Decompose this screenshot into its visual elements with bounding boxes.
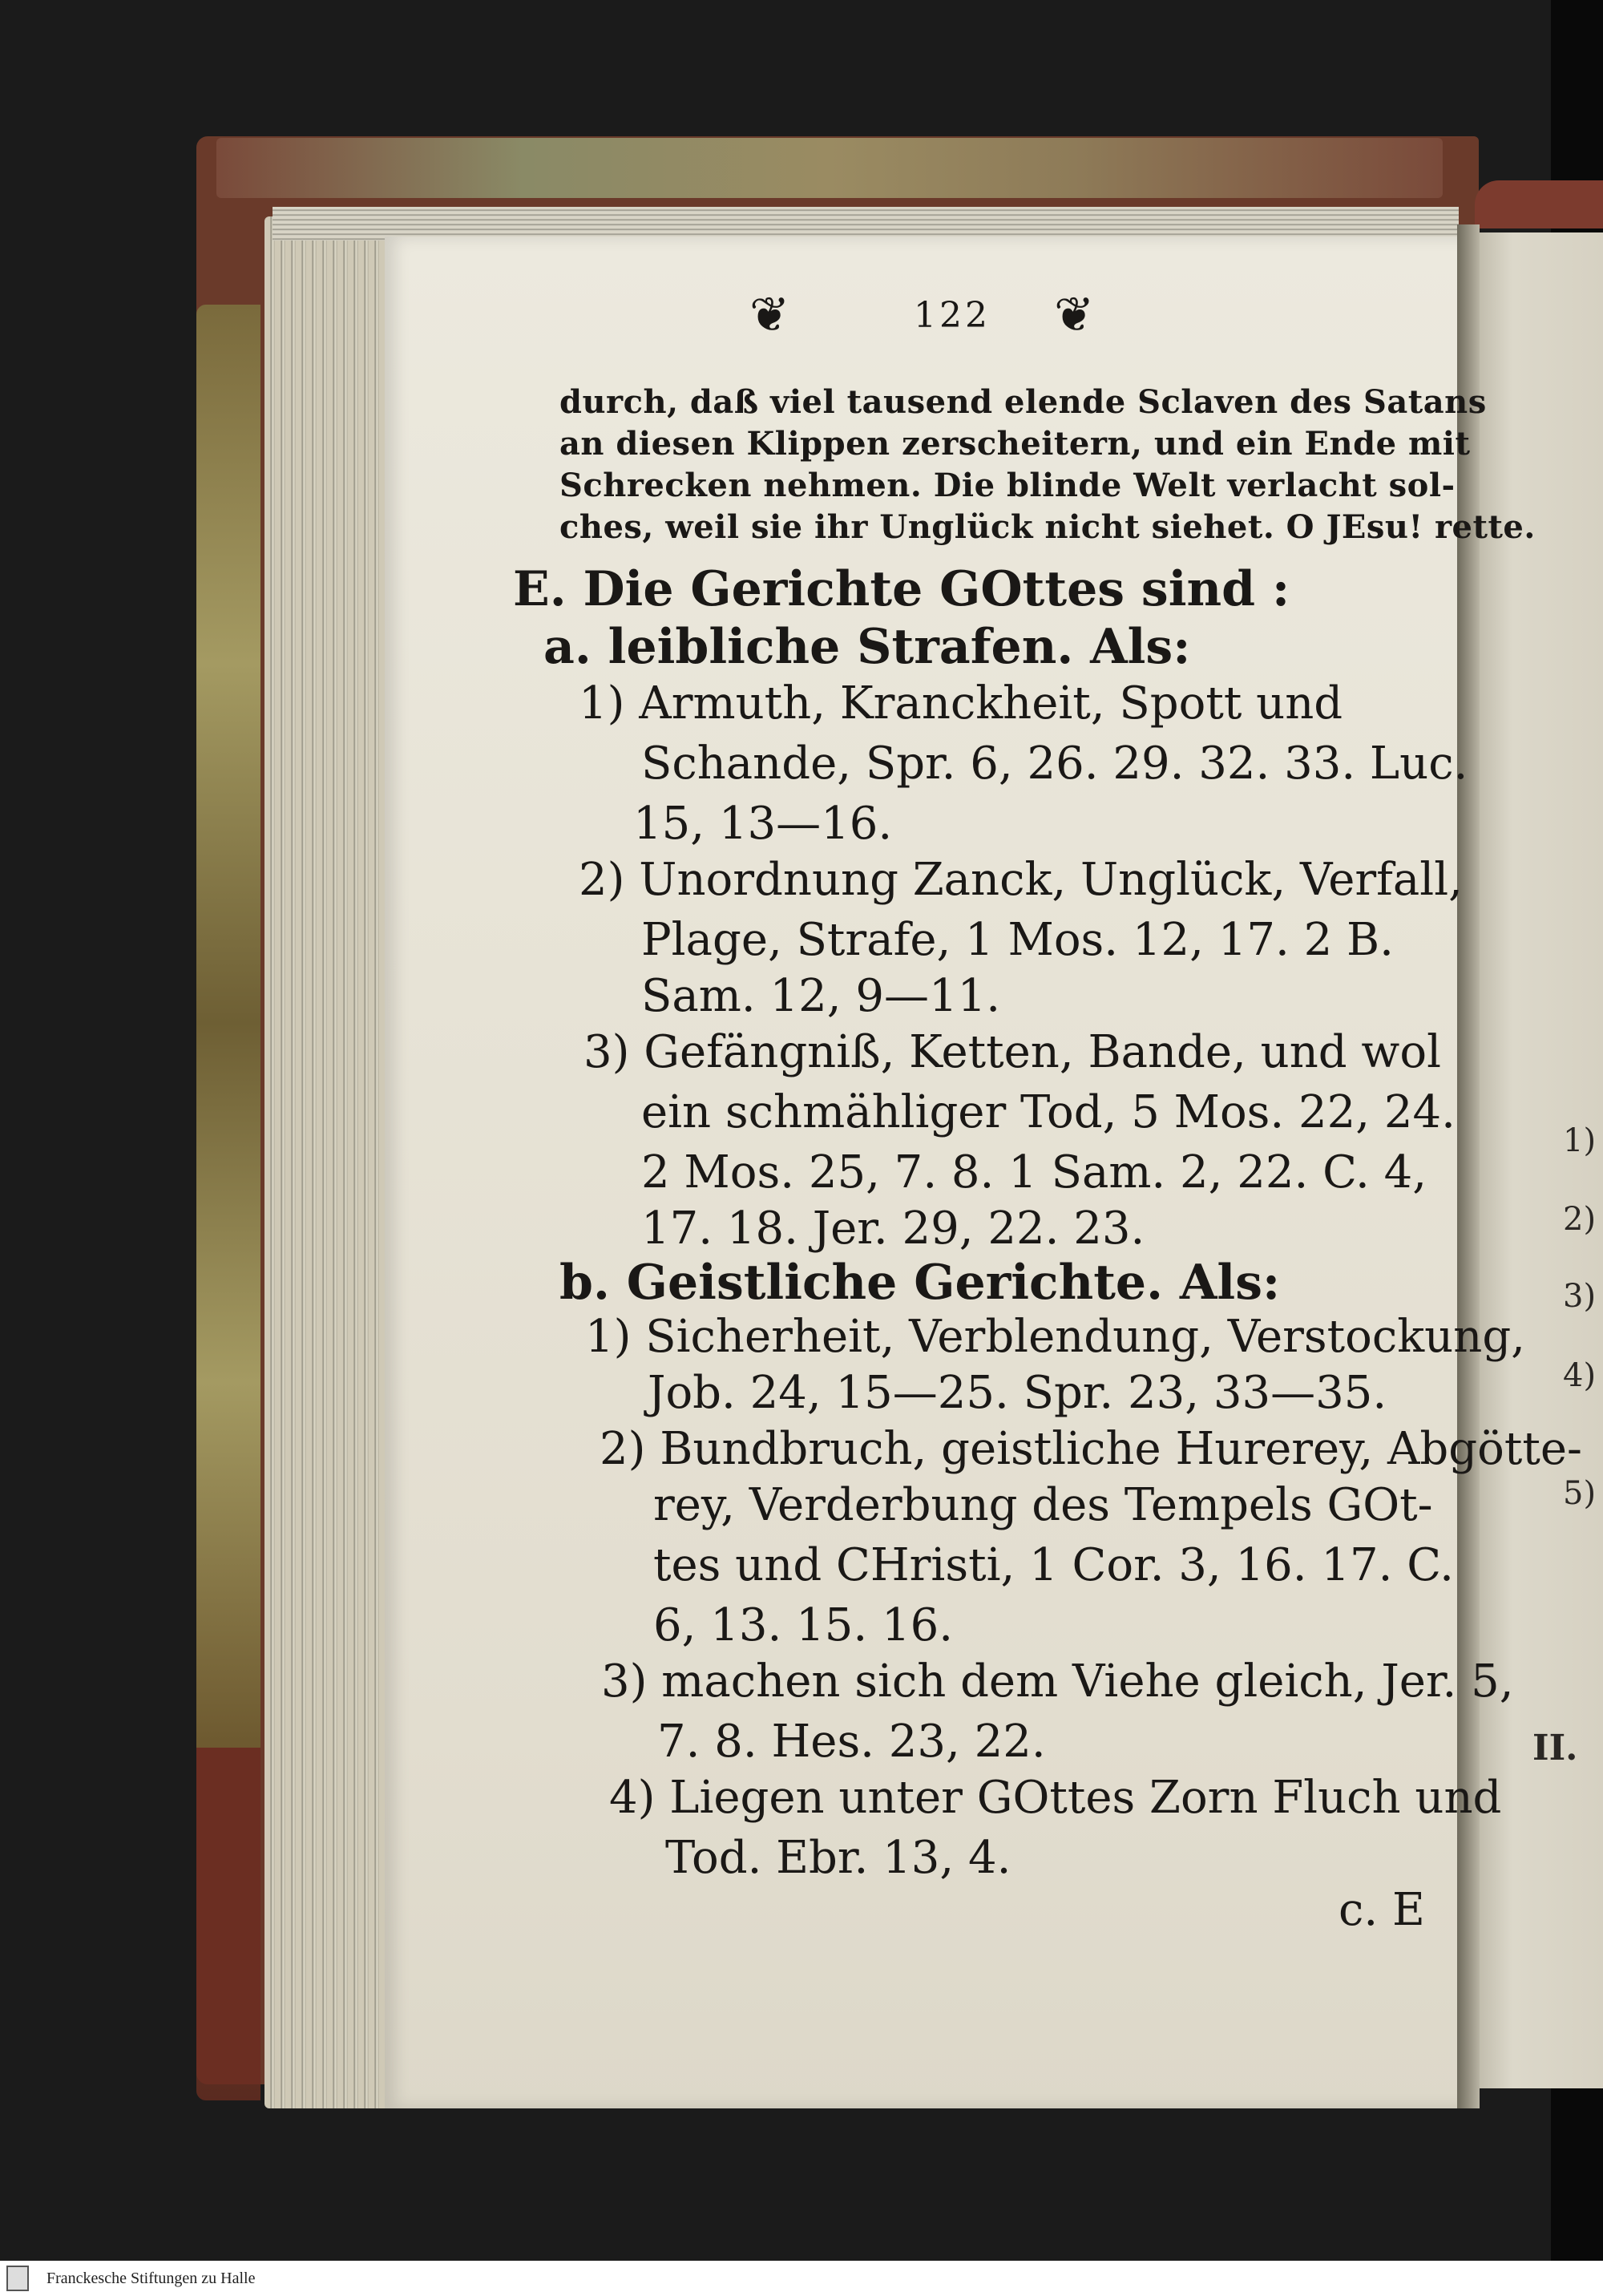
- next-page-cover: [1475, 180, 1603, 228]
- page-number: 122: [914, 295, 991, 336]
- next-page-fragment: 4): [1563, 1357, 1597, 1394]
- list-item: 2) Unordnung Zanck, Unglück, Verfall,: [579, 854, 1463, 906]
- list-item: 3) Gefängniß, Ketten, Bande, und wol: [583, 1026, 1441, 1078]
- list-item: 2) Bundbruch, geistliche Hurerey, Abgötte-: [600, 1423, 1582, 1475]
- text-line: durch, daß viel tausend elende Sclaven des Satans: [559, 383, 1487, 421]
- list-item: 1) Sicherheit, Verblendung, Verstockung,: [585, 1311, 1525, 1363]
- list-item: 1) Armuth, Kranckheit, Spott und: [579, 677, 1343, 730]
- ornament-right: ❦: [1054, 287, 1095, 343]
- text-line: an diesen Klippen zerscheitern, und ein Ende mit: [559, 425, 1471, 463]
- book-spine-bottom: [196, 1748, 260, 2084]
- list-item: Sam. 12, 9—11.: [641, 970, 1000, 1022]
- list-item: 17. 18. Jer. 29, 22. 23.: [641, 1203, 1145, 1255]
- text-line: ches, weil sie ihr Unglück nicht siehet. O JEsu! rette.: [559, 508, 1536, 546]
- list-item: tes und CHristi, 1 Cor. 3, 16. 17. C.: [653, 1539, 1454, 1591]
- ornament-left: ❦: [749, 287, 790, 343]
- gutter: [1457, 224, 1480, 2108]
- footer-credit: Franckesche Stiftungen zu Halle: [46, 2270, 256, 2287]
- text-line: Schrecken nehmen. Die blinde Welt verlacht sol-: [559, 467, 1456, 504]
- next-page-fragment: II.: [1532, 1728, 1578, 1768]
- list-item: 3) machen sich dem Viehe gleich, Jer. 5,: [601, 1655, 1514, 1708]
- next-page-fragment: 3): [1563, 1278, 1597, 1315]
- list-item: 7. 8. Hes. 23, 22.: [657, 1716, 1046, 1768]
- catchword: c. E: [1339, 1884, 1425, 1936]
- list-item: rey, Verderbung des Tempels GOt-: [653, 1479, 1433, 1531]
- subsection-heading: a. leibliche Strafen. Als:: [543, 619, 1191, 675]
- page-block-edges: [264, 216, 401, 2108]
- list-item: Schande, Spr. 6, 26. 29. 32. 33. Luc.: [641, 738, 1468, 790]
- book-cover-top: [216, 138, 1443, 198]
- list-item: Job. 24, 15—25. Spr. 23, 33—35.: [648, 1367, 1387, 1419]
- list-item: Plage, Strafe, 1 Mos. 12, 17. 2 B.: [641, 914, 1394, 966]
- page-block-top: [273, 207, 1459, 241]
- next-page-fragment: 5): [1563, 1475, 1597, 1512]
- list-item: Tod. Ebr. 13, 4.: [665, 1832, 1011, 1884]
- list-item: 4) Liegen unter GOttes Zorn Fluch und: [609, 1772, 1502, 1824]
- list-item: 2 Mos. 25, 7. 8. 1 Sam. 2, 22. C. 4,: [641, 1146, 1427, 1199]
- list-item: ein schmähliger Tod, 5 Mos. 22, 24.: [641, 1086, 1456, 1138]
- next-page-fragment: 2): [1563, 1201, 1597, 1238]
- section-heading: E. Die Gerichte GOttes sind :: [513, 561, 1290, 617]
- list-item: 6, 13. 15. 16.: [653, 1599, 954, 1651]
- subsection-heading: b. Geistliche Gerichte. Als:: [559, 1255, 1281, 1311]
- list-item: 15, 13—16.: [633, 798, 893, 850]
- next-page-fragment: 1): [1563, 1122, 1597, 1159]
- institution-logo: [6, 2266, 29, 2291]
